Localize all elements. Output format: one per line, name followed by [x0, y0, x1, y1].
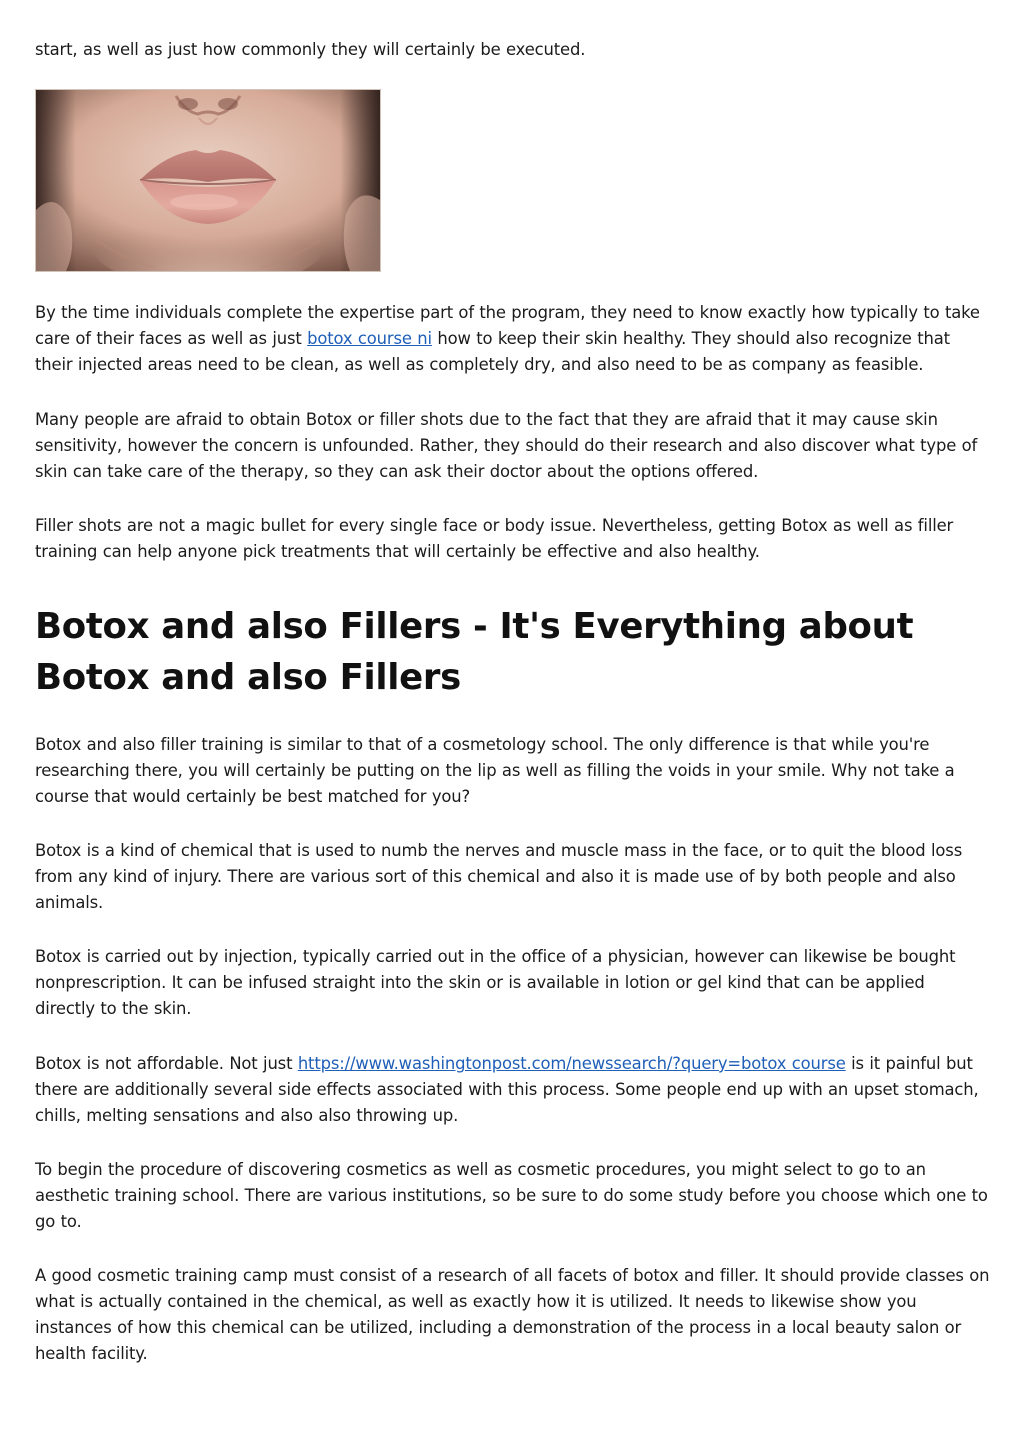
paragraph-1-after: how to keep their skin healthy. They should also recognize that their injected areas need to be clean, as well as completely dry, and also need to be as company as feasible. [35, 329, 950, 374]
paragraph-2: Many people are afraid to obtain Botox or filler shots due to the fact that they are afraid that it may cause skin sensitivity, however the concern is unfounded. Rather, they should do their research and also discover what type of skin can take care of the therapy, so they can ask their doctor about the options offered. [35, 410, 978, 481]
paragraph-3: Filler shots are not a magic bullet for every single face or body issue. Nevertheless, getting Botox as well as filler training can help anyone pick treatments that will certainly be effective and also healthy. [35, 516, 954, 561]
paragraph-4: Botox and also filler training is similar to that of a cosmetology school. The only difference is that while you're researching there, you will certainly be putting on the lip as well as filling the voids in your smile. Why not take a course that would certainly be best matched for you? [35, 735, 955, 806]
paragraph-8: To begin the procedure of discovering cosmetics as well as cosmetic procedures, you might select to go to an aesthetic training school. There are various institutions, so be sure to do some study before you choose which one to go to. [35, 1160, 988, 1231]
paragraph-5: Botox is a kind of chemical that is used to numb the nerves and muscle mass in the face, or to quit the blood loss from any kind of injury. There are various sort of this chemical and also it is made use of by both people and also animals. [35, 841, 963, 912]
paragraph-7-before: Botox is not affordable. Not just [35, 1054, 298, 1073]
intro-paragraph: start, as well as just how commonly they will certainly be executed. [35, 40, 586, 59]
paragraph-1-before: By the time individuals complete the expertise part of the program, they need to know exactly how typically to take care of their faces as well as just [35, 303, 980, 348]
lips-photo [35, 89, 381, 272]
paragraph-1 [35, 300, 990, 378]
paragraph-7-after: is it painful but there are additionally several side effects associated with this process. Some people end up with an upset stomach, chills, melting sensations and also also throwing up. [35, 1054, 979, 1125]
lips-image [36, 90, 380, 271]
botox-course-ni-link[interactable]: botox course ni [307, 329, 432, 348]
paragraph-6: Botox is carried out by injection, typically carried out in the office of a physician, however can likewise be bought nonprescription. It can be infused straight into the skin or is available in lotion or gel kind that can be applied directly to the skin. [35, 947, 956, 1018]
paragraph-9: A good cosmetic training camp must consist of a research of all facets of botox and filler. It should provide classes on what is actually contained in the chemical, as well as exactly how it is utilized. It needs to likewise show you instances of how this chemical can be utilized, including a demonstration of the process in a local beauty salon or health facility. [35, 1266, 990, 1363]
paragraph-7 [35, 1051, 990, 1129]
section-heading: Botox and also Fillers - It's Everything about Botox and also Fillers [35, 606, 914, 698]
washingtonpost-search-link[interactable]: https://www.washingtonpost.com/newssearch/?query=botox course [297, 1054, 846, 1073]
